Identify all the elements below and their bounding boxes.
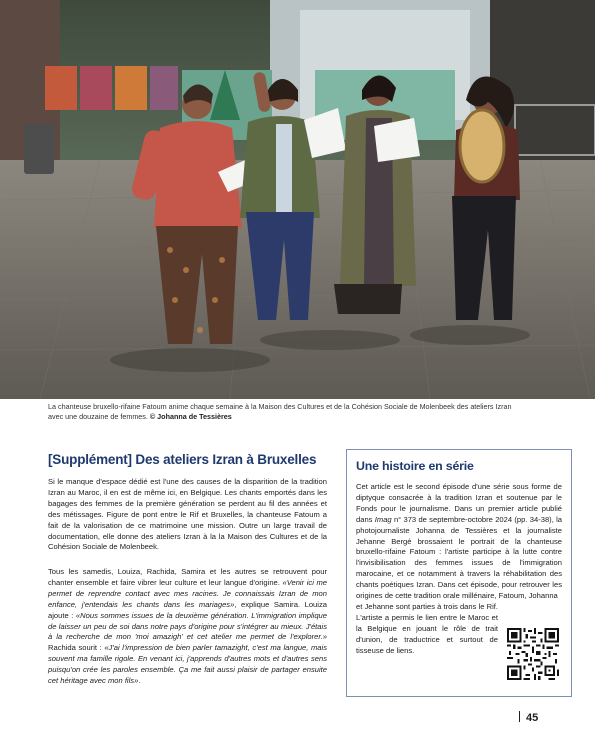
page-number-text: 45 (526, 712, 539, 724)
caption-text: La chanteuse bruxello-rifaine Fatoum anime chaque semaine à la Maison des Cultures et de la Cohésion Sociale de Molenbeek des ateliers Izran avec une douzaine de femmes. (48, 402, 512, 421)
sidebar-text (356, 482, 562, 602)
article-heading: [Supplément] Des ateliers Izran à Bruxelles (48, 452, 317, 467)
article-paragraph-1: Si le manque d'espace dédié est l'une des causes de la disparition de la tradition Izran au Maroc, il en est de même ici, en Belgique. Les chants emportés dans les bagages des femmes de la première génération se perdent au fil des années et des métissages. Figure de pont entre le Rif et Bruxelles, la chanteuse Fatoum a fait de la valorisation de ce matrimoine une mission. Outre un large travail de documentation, elle donne des ateliers Izran à la la Maison des Cultures et de la Cohésion Sociale de Molenbeek. (48, 477, 327, 552)
photo-credit: © Johanna de Tessières (149, 412, 232, 421)
quote-samira: «Venir ici me permet de reprendre contact avec mes racines. Je connaissais Izran de mon enfance, j'entendais les chants dans les mariages» (48, 577, 328, 609)
p2-attribution-1: , explique Samira. Louiza ajoute : (48, 599, 327, 620)
sidebar-title: Une histoire en série (356, 459, 474, 473)
sidebar-box (346, 449, 572, 697)
article-paragraph-2 (48, 567, 327, 687)
p2-attribution-2: Rachida sourit : (48, 643, 105, 653)
sidebar-text-end: et Jehanne sont parties à trois dans le Rif. L'artiste a permis le lien entre le Maroc et la Belgique en jouant le rôle de trait d'union, de traductrice et surtout de tisseuse de liens. (356, 601, 498, 655)
page-number (519, 711, 538, 724)
sidebar-text-a: Cet article est le second épisode d'une série sous forme de diptyque consacrée à la tradition Izran et soutenue par le Fonds pour le journalisme. Dans un premier article publié dans (356, 482, 562, 524)
folio-bar (519, 711, 520, 722)
sidebar-text-b: n° 373 de septembre-octobre 2024 (pp. 34-38), la photojournaliste Johanna de Tessières et la journaliste Jehanne Bergé brossaient le portrait de la chanteuse bruxello-rifaine Fatoum : l'artiste participe à la lutte contre l'invisibilisation des femmes issues de l'immigration marocaine, et ce notamment à travers la réhabilitation des chants poétiques Izran. Dans cet épisode, pour retrouver les origines de cette tradition orale millénaire, Fatoum, Johanna (356, 514, 562, 601)
photo-caption (48, 402, 528, 422)
magazine-name: Imag (374, 514, 392, 524)
p2-intro: Tous les samedis, Louiza, Rachida, Samira et les autres se retrouvent pour chanter ensemble et faire vibrer leur culture et leur langue d'origine. (48, 567, 327, 587)
quote-rachida: «J'ai l'impression de bien parler tamazight, c'est ma langue, mais souvent ma famille rigole. En venant ici, j'apprends d'autres mots et d'autres sens puisqu'on crée les paroles ensemble. Ça me fait aussi plaisir de partager ensuite cet héritage avec mon fils» (48, 643, 328, 686)
p2-end: . (138, 676, 141, 686)
qr-code-icon[interactable] (507, 628, 559, 680)
quote-louiza: «Nous sommes issues de la deuxième génération. L'immigration implique de laisser un peu de soi dans notre pays d'origine pour s'intégrer au mieux. J'étais à la recherche de mon 'moi amazigh' et cet atelier me permet de l'explorer.» (48, 610, 327, 642)
